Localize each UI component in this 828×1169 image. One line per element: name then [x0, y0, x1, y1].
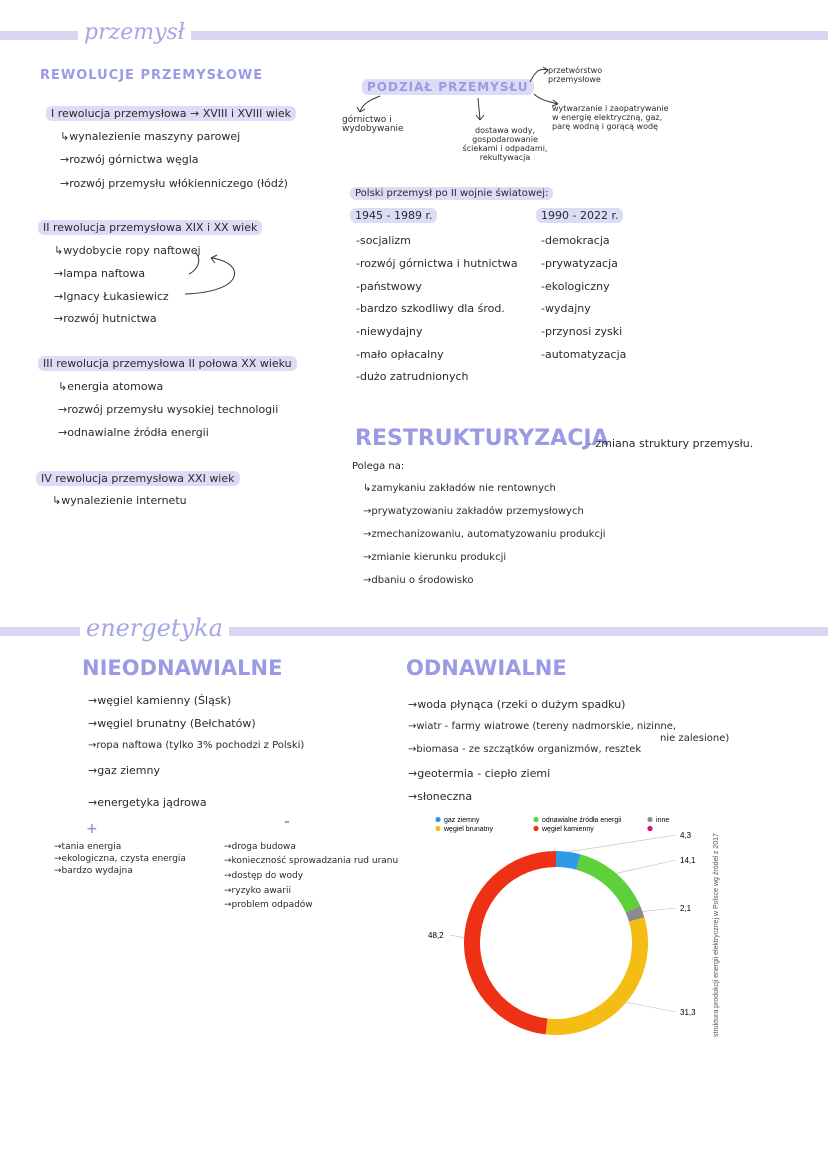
revolution-1-item: →rozwój górnictwa węgla: [60, 153, 199, 166]
revolutions-heading: REWOLUCJE PRZEMYSŁOWE: [40, 68, 264, 83]
cons-item: →droga budowa: [224, 842, 296, 852]
donut-slice-0: [556, 851, 581, 870]
restructuring-definition: - zmiana struktury przemysłu.: [588, 437, 754, 450]
postwar-col1-item: -bardzo szkodliwy dla środ.: [356, 302, 505, 315]
cons-item: →dostęp do wody: [224, 871, 304, 881]
postwar-col2-title: 1990 - 2022 r.: [536, 208, 623, 223]
restructuring-intro: Polega na:: [352, 461, 405, 472]
value-label: 31,3: [680, 1008, 696, 1017]
revolution-1-title: I rewolucja przemysłowa → XVIII i XVIII wiek: [46, 106, 296, 121]
donut-slice-3: [546, 917, 648, 1035]
restructuring-item: →prywatyzowaniu zakładów przemysłowych: [363, 506, 584, 517]
postwar-col1-item: -dużo zatrudnionych: [356, 370, 469, 383]
restructuring-item: ↳zamykaniu zakładów nie rentownych: [363, 483, 556, 494]
nonrenewable-heading: NIEODNAWIALNE: [82, 656, 283, 680]
legend-label: węgiel kamienny: [542, 826, 594, 833]
revolution-3-item: →odnawialne źródła energii: [58, 426, 209, 439]
value-label: 48,2: [428, 931, 444, 940]
revolution-4-title: IV rewolucja przemysłowa XXI wiek: [36, 471, 240, 486]
pros-item: →ekologiczna, czysta energia: [54, 854, 186, 864]
nonrenewable-item: →ropa naftowa (tylko 3% pochodzi z Polski): [88, 740, 305, 751]
energy-donut-chart: [410, 808, 730, 1058]
legend-marker: [533, 817, 538, 822]
revolution-2-title: II rewolucja przemysłowa XIX i XX wiek: [38, 220, 262, 235]
value-label: 14,1: [680, 856, 696, 865]
revolution-4-item: ↳wynalezienie internetu: [52, 494, 187, 507]
pros-item: →tania energia: [54, 842, 122, 852]
section-title-industry: przemysł: [78, 20, 191, 45]
revolution-3-title: III rewolucja przemysłowa II połowa XX wieku: [38, 356, 297, 371]
division-manufacturing: przetwórstwo przemysłowe: [548, 66, 603, 84]
pros-label: +: [86, 821, 98, 837]
postwar-col2-item: -wydajny: [541, 302, 591, 315]
section-title-energy: energetyka: [80, 614, 229, 642]
legend-marker: [435, 817, 440, 822]
value-leader-line: [450, 935, 464, 938]
cons-item: →ryzyko awarii: [224, 886, 291, 896]
revolution-1-item: →rozwój przemysłu włókienniczego (łódź): [60, 177, 288, 190]
renewable-item: →biomasa - ze szczątków organizmów, resztek: [408, 744, 642, 755]
revolution-2-item: ↳wydobycie ropy naftowej: [54, 244, 201, 257]
postwar-col1-item: -rozwój górnictwa i hutnictwa: [356, 257, 518, 270]
value-leader-line: [642, 908, 676, 912]
restructuring-heading: RESTRUKTURYZACJA: [355, 426, 609, 451]
legend-marker: [533, 826, 538, 831]
division-water: dostawa wody, gospodarowanie ściekami i odpadami, rekultywacja: [462, 126, 548, 162]
value-label: 4,3: [680, 831, 692, 840]
revolution-3-item: →rozwój przemysłu wysokiej technologii: [58, 403, 279, 416]
postwar-col2-item: -demokracja: [541, 234, 610, 247]
chart-title: struktura produkcji energii elektrycznej w Polsce wg źródeł z 2017: [713, 833, 720, 1037]
revolution-2-item: →rozwój hutnictwa: [54, 312, 157, 325]
cons-item: →problem odpadów: [224, 900, 313, 910]
value-leader-line: [626, 1002, 676, 1012]
renewable-item: →słoneczna: [408, 790, 473, 803]
renewable-item: →woda płynąca (rzeki o dużym spadku): [408, 698, 626, 711]
postwar-col1-item: -niewydajny: [356, 325, 423, 338]
renewable-item: →wiatr - farmy wiatrowe (tereny nadmorskie, nizinne,: [408, 721, 677, 732]
legend-marker: [647, 826, 652, 831]
postwar-col1-title: 1945 - 1989 r.: [350, 208, 437, 223]
renewable-item: →geotermia - ciepło ziemi: [408, 767, 551, 780]
revolution-3-item: ↳energia atomowa: [58, 380, 164, 393]
value-leader-line: [616, 860, 676, 873]
value-label: 2,1: [680, 904, 692, 913]
legend-marker: [435, 826, 440, 831]
legend-label: gaz ziemny: [444, 817, 480, 824]
donut-slice-1: [576, 854, 640, 912]
nonrenewable-item: →gaz ziemny: [88, 764, 161, 777]
postwar-col2-item: -ekologiczny: [541, 280, 610, 293]
postwar-col2-item: -automatyzacja: [541, 348, 627, 361]
revolution-2-item: →lampa naftowa: [54, 267, 146, 280]
value-leader-line: [568, 835, 676, 852]
cons-label: -: [284, 814, 290, 830]
legend-label: węgiel brunatny: [444, 826, 494, 833]
postwar-col1-item: -socjalizm: [356, 234, 411, 247]
cons-item: →konieczność sprowadzania rud uranu: [224, 856, 399, 866]
postwar-col1-item: -państwowy: [356, 280, 422, 293]
legend-label: inne: [656, 817, 670, 824]
postwar-col2-item: -prywatyzacja: [541, 257, 618, 270]
revolution-2-arrow-icon: [175, 248, 250, 302]
nonrenewable-item: →węgiel kamienny (Śląsk): [88, 694, 232, 707]
restructuring-item: →dbaniu o środowisko: [363, 575, 474, 586]
postwar-col2-item: -przynosi zyski: [541, 325, 623, 338]
revolution-2-item: →Ignacy Łukasiewicz: [54, 290, 169, 303]
postwar-title: Polski przemysł po II wojnie światowej:: [350, 187, 553, 200]
division-heading: PODZIAŁ PRZEMYSŁU: [362, 79, 534, 95]
nonrenewable-item: →węgiel brunatny (Bełchatów): [88, 717, 256, 730]
legend-marker: [647, 817, 652, 822]
restructuring-item: →zmechanizowaniu, automatyzowaniu produkcji: [363, 529, 606, 540]
restructuring-item: →zmianie kierunku produkcji: [363, 552, 507, 563]
renewable-item-continuation: nie zalesione): [660, 733, 730, 744]
revolution-1-item: ↳wynalezienie maszyny parowej: [60, 130, 241, 143]
pros-item: →bardzo wydajna: [54, 866, 133, 876]
division-mining: górnictwo i wydobywanie: [342, 115, 404, 134]
division-energy: wytwarzanie i zaopatrywanie w energię elektryczną, gaz, parę wodną i gorącą wodę: [552, 104, 669, 131]
postwar-col1-item: -mało opłacalny: [356, 348, 444, 361]
legend-label: odnawialne źródła energii: [542, 817, 622, 824]
renewable-heading: ODNAWIALNE: [406, 656, 567, 680]
nonrenewable-item: →energetyka jądrowa: [88, 796, 207, 809]
donut-slice-4: [464, 851, 556, 1034]
